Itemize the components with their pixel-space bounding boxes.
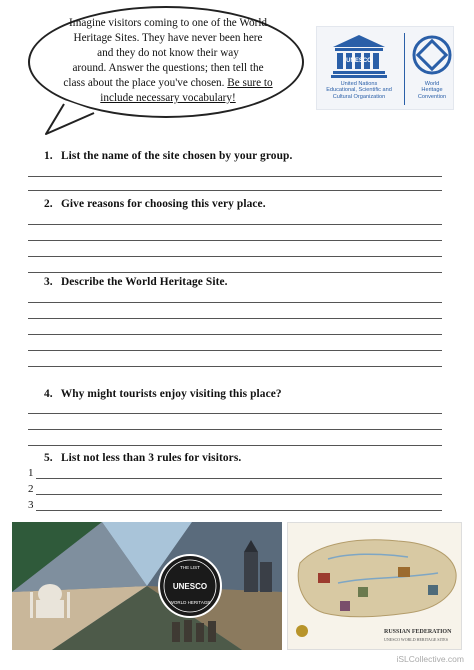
question-number: 2. bbox=[44, 198, 53, 210]
wh-caption-line: Heritage bbox=[421, 87, 443, 94]
rule-row[interactable] bbox=[28, 499, 442, 513]
unesco-logo bbox=[317, 27, 401, 111]
rule-number: 1 bbox=[28, 467, 34, 479]
rule-answer-line[interactable] bbox=[36, 478, 442, 479]
site-watermark: iSLCollective.com bbox=[396, 654, 464, 664]
underlined-instruction: include necessary vocabulary! bbox=[100, 92, 236, 104]
answer-line[interactable] bbox=[28, 302, 442, 303]
russia-heritage-map bbox=[287, 522, 462, 650]
unesco-caption bbox=[317, 81, 401, 100]
answer-line[interactable] bbox=[28, 350, 442, 351]
instructions-text bbox=[46, 16, 290, 106]
question-3 bbox=[44, 276, 228, 288]
instruction-fragment: class about the place you've chosen. bbox=[63, 77, 225, 89]
unesco-word: UNESCO bbox=[346, 58, 372, 64]
rule-answer-line[interactable] bbox=[36, 510, 442, 511]
question-text: Why might tourists enjoy visiting this place? bbox=[60, 388, 282, 400]
question-number: 3. bbox=[44, 276, 53, 288]
badge-title: UNESCO bbox=[172, 582, 208, 591]
photo-strip bbox=[12, 522, 462, 650]
question-text: List not less than 3 rules for visitors. bbox=[60, 452, 242, 464]
rule-row[interactable] bbox=[28, 483, 442, 497]
wh-caption-line: World bbox=[424, 81, 440, 87]
question-4 bbox=[44, 388, 282, 400]
underlined-instruction: Be sure to bbox=[227, 77, 273, 89]
unesco-badge bbox=[12, 522, 282, 650]
answer-line[interactable] bbox=[28, 256, 442, 257]
instruction-line bbox=[46, 76, 290, 91]
instruction-line: around. Answer the questions; then tell the bbox=[72, 62, 264, 74]
world-heritage-emblem-icon bbox=[409, 27, 455, 81]
question-number: 4. bbox=[44, 388, 53, 400]
answer-line[interactable] bbox=[28, 224, 442, 225]
rule-row[interactable] bbox=[28, 467, 442, 481]
question-5 bbox=[44, 452, 241, 464]
unesco-caption-line: Educational, Scientific and bbox=[326, 87, 392, 94]
answer-line[interactable] bbox=[28, 318, 442, 319]
answer-line[interactable] bbox=[28, 272, 442, 273]
unesco-caption-line: Cultural Organization bbox=[332, 93, 386, 100]
wh-caption-line: Convention bbox=[417, 93, 447, 100]
answer-line[interactable] bbox=[28, 334, 442, 335]
rule-number: 3 bbox=[28, 499, 34, 511]
answer-line[interactable] bbox=[28, 176, 442, 177]
badge-top-text: THE LIST bbox=[180, 565, 200, 570]
question-1 bbox=[44, 150, 292, 162]
unesco-temple-icon bbox=[317, 27, 401, 81]
instruction-line: Heritage Sites. They have never been here bbox=[73, 32, 263, 44]
answer-line[interactable] bbox=[28, 366, 442, 367]
rule-number: 2 bbox=[28, 483, 34, 495]
rule-answer-line[interactable] bbox=[36, 494, 442, 495]
answer-line[interactable] bbox=[28, 445, 442, 446]
question-text: List the name of the site chosen by your group. bbox=[60, 150, 293, 162]
badge-bottom-text: WORLD HERITAGE bbox=[169, 600, 211, 605]
question-number: 1. bbox=[44, 150, 53, 162]
answer-line[interactable] bbox=[28, 190, 442, 191]
unesco-logos bbox=[316, 26, 454, 110]
answer-line[interactable] bbox=[28, 413, 442, 414]
instruction-line: Imagine visitors coming to one of the World bbox=[68, 17, 268, 29]
world-heritage-logo bbox=[409, 27, 455, 111]
world-heritage-caption bbox=[409, 81, 455, 100]
question-text: Describe the World Heritage Site. bbox=[60, 276, 228, 288]
answer-line[interactable] bbox=[28, 240, 442, 241]
unesco-caption-line: United Nations bbox=[340, 81, 378, 87]
question-number: 5. bbox=[44, 452, 53, 464]
map-subtitle: UNESCO WORLD HERITAGE SITES bbox=[384, 637, 448, 642]
map-title: RUSSIAN FEDERATION bbox=[384, 629, 452, 635]
answer-line[interactable] bbox=[28, 429, 442, 430]
question-text: Give reasons for choosing this very place. bbox=[60, 198, 266, 210]
instruction-line: and they do not know their way bbox=[97, 47, 239, 59]
question-2 bbox=[44, 198, 266, 210]
logo-divider bbox=[404, 33, 405, 105]
